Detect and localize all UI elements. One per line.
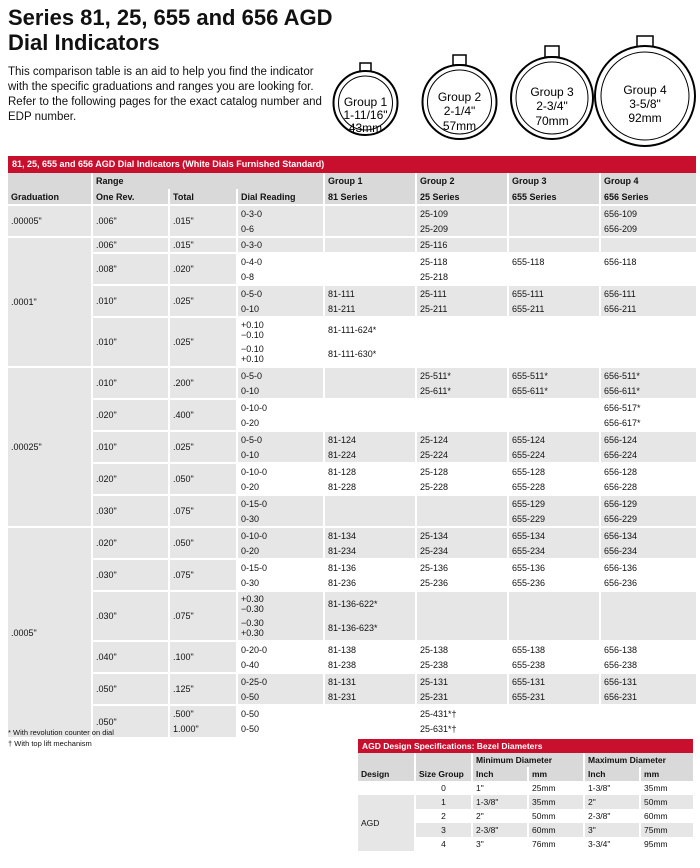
header-graduation: Graduation — [8, 189, 92, 205]
part-number-cell: 25-116 — [416, 237, 508, 253]
part-number-cell — [416, 342, 508, 367]
part-number-cell — [508, 415, 600, 431]
part-number-cell — [508, 237, 600, 253]
spec-max-in-cell: 2-3/8" — [584, 809, 640, 823]
spec-min-mm-cell: 76mm — [528, 837, 584, 851]
one-rev-cell: .010" — [92, 431, 169, 463]
part-number-cell: 25-134 — [416, 527, 508, 543]
spec-header-max: Maximum Diameter — [584, 753, 693, 767]
part-number-cell: 656-131 — [600, 673, 696, 689]
spec-header-min: Minimum Diameter — [472, 753, 584, 767]
part-number-cell: 656-611* — [600, 383, 696, 399]
spec-header-max-mm: mm — [640, 767, 693, 781]
dial-reading-cell: 0-5-0 — [237, 285, 324, 301]
part-number-cell — [324, 253, 416, 269]
table-row — [8, 495, 696, 511]
dial-reading-cell: 0-20-0 — [237, 641, 324, 657]
dial-4-inch: 3-5/8" — [629, 97, 661, 111]
one-rev-cell: .030" — [92, 495, 169, 527]
part-number-cell — [508, 399, 600, 415]
dial-1-mm: 43mm — [348, 121, 383, 135]
part-number-cell — [600, 705, 696, 721]
spec-header-min-inch: Inch — [472, 767, 528, 781]
total-range-cell: .125" — [169, 673, 237, 705]
part-number-cell: 655-224 — [508, 447, 600, 463]
part-number-cell: 656-228 — [600, 479, 696, 495]
part-number-cell: 655-229 — [508, 511, 600, 527]
total-range-cell: .050" — [169, 463, 237, 495]
header-group-2: Group 2 — [416, 173, 508, 189]
part-number-cell — [324, 415, 416, 431]
part-number-cell: 81-134 — [324, 527, 416, 543]
part-number-cell: 655-136 — [508, 559, 600, 575]
table-row — [8, 591, 696, 616]
total-range-cell: .400" — [169, 399, 237, 431]
table-row — [8, 673, 696, 689]
part-number-cell: 81-211 — [324, 301, 416, 317]
part-number-cell: 655-111 — [508, 285, 600, 301]
part-number-cell: 81-236 — [324, 575, 416, 591]
total-range-cell: .200" — [169, 367, 237, 399]
part-number-cell: 656-238 — [600, 657, 696, 673]
header-group-1: Group 1 — [324, 173, 416, 189]
dial-reading-cell: 0-15-0 — [237, 495, 324, 511]
spec-group-cell: 1 — [415, 795, 472, 809]
footnote-revolution-counter: * With revolution counter on dial — [8, 728, 114, 737]
part-number-cell: 25-109 — [416, 205, 508, 221]
total-range-cell: .050" — [169, 527, 237, 559]
spec-max-mm-cell: 50mm — [640, 795, 693, 809]
part-number-cell: 25-511* — [416, 367, 508, 383]
part-number-cell: 25-611* — [416, 383, 508, 399]
dial-reading-cell: 0-10 — [237, 383, 324, 399]
part-number-cell: 25-209 — [416, 221, 508, 237]
one-rev-cell: .030" — [92, 559, 169, 591]
part-number-cell: 81-128 — [324, 463, 416, 479]
dial-reading-cell: 0-20 — [237, 415, 324, 431]
dial-3-inch: 2-3/4" — [536, 99, 568, 113]
total-range-cell: .100" — [169, 641, 237, 673]
table-row — [8, 641, 696, 657]
part-number-cell: 656-209 — [600, 221, 696, 237]
part-number-cell — [324, 269, 416, 285]
spec-min-mm-cell: 60mm — [528, 823, 584, 837]
dial-4-label: Group 4 — [623, 83, 667, 97]
part-number-cell: 25-124 — [416, 431, 508, 447]
dial-reading-cell: −0.30 +0.30 — [237, 616, 324, 641]
part-number-cell: 25-138 — [416, 641, 508, 657]
dial-reading-cell: 0-50 — [237, 705, 324, 721]
spec-max-in-cell: 2" — [584, 795, 640, 809]
comparison-table — [8, 173, 696, 737]
dial-reading-cell: 0-20 — [237, 479, 324, 495]
dial-reading-cell: 0-25-0 — [237, 673, 324, 689]
part-number-cell: 81-224 — [324, 447, 416, 463]
part-number-cell — [508, 221, 600, 237]
part-number-cell — [416, 495, 508, 511]
dial-reading-cell: 0-10-0 — [237, 399, 324, 415]
part-number-cell: 656-118 — [600, 253, 696, 269]
part-number-cell — [416, 591, 508, 616]
part-number-cell: 655-238 — [508, 657, 600, 673]
part-number-cell: 81-234 — [324, 543, 416, 559]
table-header-row-2 — [8, 189, 696, 205]
dial-group-2 — [423, 55, 497, 139]
dial-2-label: Group 2 — [437, 90, 482, 104]
footnote-top-lift: † With top lift mechanism — [8, 739, 92, 748]
part-number-cell: 81-136 — [324, 559, 416, 575]
spec-table — [358, 753, 693, 851]
part-number-cell — [324, 205, 416, 221]
one-rev-cell: .010" — [92, 285, 169, 317]
header-one-rev: One Rev. — [92, 189, 169, 205]
dial-group-4 — [595, 36, 695, 146]
spec-min-in-cell: 1" — [472, 781, 528, 795]
part-number-cell — [324, 383, 416, 399]
part-number-cell — [508, 721, 600, 737]
part-number-cell: 655-134 — [508, 527, 600, 543]
header-group-3: Group 3 — [508, 173, 600, 189]
dial-reading-cell: 0-10 — [237, 447, 324, 463]
total-range-cell: .015" — [169, 205, 237, 237]
one-rev-cell: .020" — [92, 463, 169, 495]
dial-reading-cell: 0-40 — [237, 657, 324, 673]
part-number-cell: 656-111 — [600, 285, 696, 301]
header-dial-reading: Dial Reading — [237, 189, 324, 205]
header-656-series: 656 Series — [600, 189, 696, 205]
dial-reading-cell: 0-30 — [237, 511, 324, 527]
comparison-table-caption: 81, 25, 655 and 656 AGD Dial Indicators (White Dials Furnished Standard) — [8, 156, 696, 173]
total-range-cell: .075" — [169, 495, 237, 527]
spec-group-cell: 3 — [415, 823, 472, 837]
one-rev-cell: .040" — [92, 641, 169, 673]
spec-min-in-cell: 2-3/8" — [472, 823, 528, 837]
part-number-cell — [600, 591, 696, 616]
spec-header-design: Design — [358, 767, 415, 781]
part-number-cell: 25-131 — [416, 673, 508, 689]
header-655-series: 655 Series — [508, 189, 600, 205]
part-number-cell — [324, 399, 416, 415]
dial-reading-cell: 0-30 — [237, 575, 324, 591]
part-number-cell — [324, 367, 416, 383]
table-row — [8, 367, 696, 383]
spec-header-row-1 — [358, 753, 693, 767]
spec-min-mm-cell: 50mm — [528, 809, 584, 823]
part-number-cell: 81-111 — [324, 285, 416, 301]
part-number-cell: 81-231 — [324, 689, 416, 705]
part-number-cell: 655-228 — [508, 479, 600, 495]
graduation-cell: .00025" — [8, 367, 92, 527]
one-rev-cell: .050" — [92, 705, 169, 737]
part-number-cell — [416, 511, 508, 527]
part-number-cell — [600, 269, 696, 285]
part-number-cell: 25-631*† — [416, 721, 508, 737]
dial-3-label: Group 3 — [530, 85, 574, 99]
part-number-cell — [508, 269, 600, 285]
part-number-cell: 656-224 — [600, 447, 696, 463]
one-rev-cell: .030" — [92, 591, 169, 641]
dial-reading-cell: −0.10 +0.10 — [237, 342, 324, 367]
part-number-cell — [508, 705, 600, 721]
part-number-cell — [508, 591, 600, 616]
one-rev-cell: .008" — [92, 253, 169, 285]
part-number-cell: 25-128 — [416, 463, 508, 479]
part-number-cell: 655-236 — [508, 575, 600, 591]
part-number-cell: 25-231 — [416, 689, 508, 705]
total-range-cell: .025" — [169, 317, 237, 367]
part-number-cell: 655-234 — [508, 543, 600, 559]
part-number-cell — [600, 721, 696, 737]
total-range-cell: .025" — [169, 431, 237, 463]
spec-table-section — [358, 739, 693, 851]
part-number-cell: 656-211 — [600, 301, 696, 317]
spec-row — [358, 795, 693, 809]
part-number-cell: 656-517* — [600, 399, 696, 415]
dial-reading-cell: 0-20 — [237, 543, 324, 559]
dial-2-mm: 57mm — [442, 119, 477, 133]
part-number-cell — [508, 205, 600, 221]
part-number-cell: 655-129 — [508, 495, 600, 511]
spec-max-mm-cell: 35mm — [640, 781, 693, 795]
part-number-cell: 655-124 — [508, 431, 600, 447]
part-number-cell: 655-231 — [508, 689, 600, 705]
header-range: Range — [92, 173, 237, 189]
dial-reading-cell: 0-6 — [237, 221, 324, 237]
part-number-cell: 81-124 — [324, 431, 416, 447]
header-81-series: 81 Series — [324, 189, 416, 205]
spec-min-in-cell: 1-3/8" — [472, 795, 528, 809]
spec-max-in-cell: 3" — [584, 823, 640, 837]
total-range-cell: .020" — [169, 253, 237, 285]
part-number-cell — [416, 415, 508, 431]
part-number-cell: 25-234 — [416, 543, 508, 559]
part-number-cell: 656-129 — [600, 495, 696, 511]
part-number-cell: 655-211 — [508, 301, 600, 317]
dial-reading-cell: 0-10-0 — [237, 463, 324, 479]
spec-max-in-cell: 3-3/4" — [584, 837, 640, 851]
spec-header-max-inch: Inch — [584, 767, 640, 781]
dial-reading-cell: 0-3-0 — [237, 205, 324, 221]
dial-reading-cell: 0-3-0 — [237, 237, 324, 253]
dial-reading-cell: +0.10 −0.10 — [237, 317, 324, 342]
part-number-cell — [416, 616, 508, 641]
intro-text: This comparison table is an aid to help you find the indicator with the specific graduations and ranges you are looking for. Refer to the following pages for the exact catalog number and EDP number. — [8, 66, 322, 123]
part-number-cell: 655-131 — [508, 673, 600, 689]
total-range-cell: .025" — [169, 285, 237, 317]
dial-4-mm: 92mm — [628, 111, 662, 125]
part-number-cell — [600, 342, 696, 367]
dial-reading-cell: 0-10 — [237, 301, 324, 317]
dial-reading-cell: 0-10-0 — [237, 527, 324, 543]
dial-group-1 — [334, 63, 398, 135]
table-row — [8, 559, 696, 575]
part-number-cell: 656-136 — [600, 559, 696, 575]
dial-3-mm: 70mm — [535, 114, 569, 128]
part-number-cell: 81-138 — [324, 641, 416, 657]
dial-reading-cell: +0.30 −0.30 — [237, 591, 324, 616]
part-number-cell: 656-134 — [600, 527, 696, 543]
one-rev-cell: .006" — [92, 205, 169, 237]
part-number-cell: 656-617* — [600, 415, 696, 431]
one-rev-cell: .010" — [92, 317, 169, 367]
part-number-cell: 25-238 — [416, 657, 508, 673]
part-number-cell: 655-128 — [508, 463, 600, 479]
part-number-cell — [324, 705, 416, 721]
part-number-cell: 25-224 — [416, 447, 508, 463]
spec-group-cell: 4 — [415, 837, 472, 851]
spec-header-size-group: Size Group — [415, 767, 472, 781]
dial-reading-cell: 0-15-0 — [237, 559, 324, 575]
part-number-cell: 656-234 — [600, 543, 696, 559]
dial-reading-cell: 0-50 — [237, 689, 324, 705]
part-number-cell: 81-131 — [324, 673, 416, 689]
spec-max-mm-cell: 75mm — [640, 823, 693, 837]
part-number-cell: 81-111-624* — [324, 317, 416, 342]
spec-table-caption: AGD Design Specifications: Bezel Diameters — [358, 739, 693, 753]
part-number-cell — [600, 317, 696, 342]
part-number-cell — [508, 317, 600, 342]
one-rev-cell: .010" — [92, 367, 169, 399]
spec-header-min-mm: mm — [528, 767, 584, 781]
part-number-cell: 25-118 — [416, 253, 508, 269]
dial-reading-cell: 0-50 — [237, 721, 324, 737]
total-range-cell: 1.000" — [169, 721, 237, 737]
part-number-cell — [324, 221, 416, 237]
header-total: Total — [169, 189, 237, 205]
table-row — [8, 431, 696, 447]
part-number-cell: 25-228 — [416, 479, 508, 495]
part-number-cell: 25-431*† — [416, 705, 508, 721]
part-number-cell — [324, 721, 416, 737]
spec-max-in-cell: 1-3/8" — [584, 781, 640, 795]
table-row — [8, 399, 696, 415]
table-row — [8, 317, 696, 342]
one-rev-cell: .006" — [92, 237, 169, 253]
dial-1-inch: 1-11/16" — [343, 108, 388, 122]
dial-reading-cell: 0-5-0 — [237, 367, 324, 383]
comparison-table-section — [8, 156, 696, 737]
table-row — [8, 285, 696, 301]
part-number-cell: 655-138 — [508, 641, 600, 657]
part-number-cell: 656-229 — [600, 511, 696, 527]
table-row — [8, 237, 696, 253]
spec-max-mm-cell: 95mm — [640, 837, 693, 851]
title-line-1: Series 81, 25, 655 and 656 AGD — [8, 5, 333, 30]
part-number-cell — [324, 495, 416, 511]
table-row — [8, 705, 696, 721]
spec-design-cell: AGD — [358, 795, 415, 851]
dial-reading-cell: 0-8 — [237, 269, 324, 285]
part-number-cell: 81-111-630* — [324, 342, 416, 367]
part-number-cell: 656-511* — [600, 367, 696, 383]
graduation-cell: .00005" — [8, 205, 92, 237]
dial-size-illustration — [0, 0, 700, 150]
table-header-row-1 — [8, 173, 696, 189]
table-row — [8, 253, 696, 269]
spec-group-cell: 2 — [415, 809, 472, 823]
part-number-cell: 656-128 — [600, 463, 696, 479]
title-line-2: Dial Indicators — [8, 30, 160, 55]
part-number-cell: 81-238 — [324, 657, 416, 673]
dial-reading-cell: 0-4-0 — [237, 253, 324, 269]
one-rev-cell: .020" — [92, 527, 169, 559]
spec-min-mm-cell: 35mm — [528, 795, 584, 809]
spec-header-row-2 — [358, 767, 693, 781]
spec-min-in-cell: 3" — [472, 837, 528, 851]
spec-row — [358, 781, 693, 795]
part-number-cell: 25-236 — [416, 575, 508, 591]
graduation-cell: .0001" — [8, 237, 92, 367]
part-number-cell: 25-111 — [416, 285, 508, 301]
part-number-cell — [416, 317, 508, 342]
part-number-cell — [324, 511, 416, 527]
part-number-cell: 25-218 — [416, 269, 508, 285]
part-number-cell: 655-511* — [508, 367, 600, 383]
header-group-4: Group 4 — [600, 173, 696, 189]
part-number-cell: 25-136 — [416, 559, 508, 575]
footnotes — [8, 727, 114, 749]
total-range-cell: .075" — [169, 559, 237, 591]
dial-group-3 — [511, 46, 593, 139]
part-number-cell: 655-118 — [508, 253, 600, 269]
part-number-cell: 81-136-622* — [324, 591, 416, 616]
part-number-cell: 81-228 — [324, 479, 416, 495]
spec-max-mm-cell: 60mm — [640, 809, 693, 823]
header-25-series: 25 Series — [416, 189, 508, 205]
total-range-cell: .075" — [169, 591, 237, 641]
part-number-cell: 656-236 — [600, 575, 696, 591]
part-number-cell — [324, 237, 416, 253]
total-range-cell: .015" — [169, 237, 237, 253]
part-number-cell: 656-138 — [600, 641, 696, 657]
dial-1-label: Group 1 — [343, 95, 388, 109]
table-row — [8, 205, 696, 221]
table-row — [8, 527, 696, 543]
part-number-cell: 656-231 — [600, 689, 696, 705]
part-number-cell: 656-124 — [600, 431, 696, 447]
part-number-cell: 655-611* — [508, 383, 600, 399]
part-number-cell — [416, 399, 508, 415]
dial-2-inch: 2-1/4" — [443, 104, 476, 118]
spec-min-in-cell: 2" — [472, 809, 528, 823]
part-number-cell: 81-136-623* — [324, 616, 416, 641]
part-number-cell — [508, 342, 600, 367]
spec-group-cell: 0 — [415, 781, 472, 795]
part-number-cell — [600, 616, 696, 641]
table-row — [8, 463, 696, 479]
part-number-cell — [600, 237, 696, 253]
spec-min-mm-cell: 25mm — [528, 781, 584, 795]
part-number-cell: 656-109 — [600, 205, 696, 221]
one-rev-cell: .050" — [92, 673, 169, 705]
part-number-cell: 25-211 — [416, 301, 508, 317]
part-number-cell — [508, 616, 600, 641]
one-rev-cell: .020" — [92, 399, 169, 431]
graduation-cell: .0005" — [8, 527, 92, 737]
total-range-cell: .500" — [169, 705, 237, 721]
dial-reading-cell: 0-5-0 — [237, 431, 324, 447]
